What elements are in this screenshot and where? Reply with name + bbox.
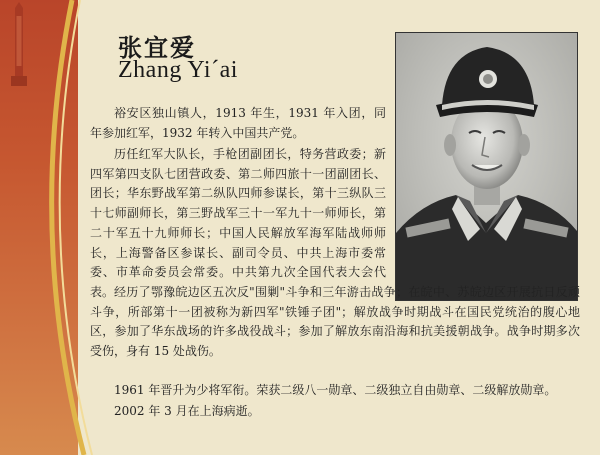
bio-paragraph-honors: 1961 年晋升为少将军衔。荣获二级八一勋章、二级独立自由勋章、二级解放勋章。 bbox=[114, 383, 557, 397]
bio-paragraph-career: 历任红军大队长，手枪团副团长，特务营政委；新四军第四支队七团营政委、第二师四旅十一团副团长、团长；华东野战军第二纵队四师参谋长，第十三纵队三十七师副师长，第三野战军三十一军九十一师师长，第二十军五十九师师长；中国人民解放军海军陆战师师长，上海警备区参谋长、副司令员、中共上海市委常委、市革命委员会常委。中共第九次全国代表大会代表。 bbox=[90, 147, 386, 299]
monument-icon bbox=[4, 2, 34, 90]
name-chinese: 张宜爱 bbox=[118, 33, 196, 62]
name-pinyin: Zhang Yi´ai bbox=[118, 57, 238, 83]
bio-paragraph-origin: 裕安区独山镇人，1913 年生，1931 年入团，同年参加红军，1932 年转入中国共产党。 bbox=[90, 106, 386, 140]
bio-paragraph-death: 2002 年 3 月在上海病逝。 bbox=[114, 404, 260, 418]
bio-paragraph-battles: 经历了鄂豫皖边区五次反"围剿"斗争和三年游击战争；在皖中、苏皖边区开展抗日反顽斗争，所部第十一团被称为新四军"铁锤子团"；解放战争时期战斗在国民党统治的腹心地区，参加了华东战场的许多战役战斗；参加了解放东南沿海和抗美援朝战争。战争时期多次受伤，身有 15 处战伤。 bbox=[90, 285, 580, 359]
portrait-photo bbox=[395, 32, 578, 301]
